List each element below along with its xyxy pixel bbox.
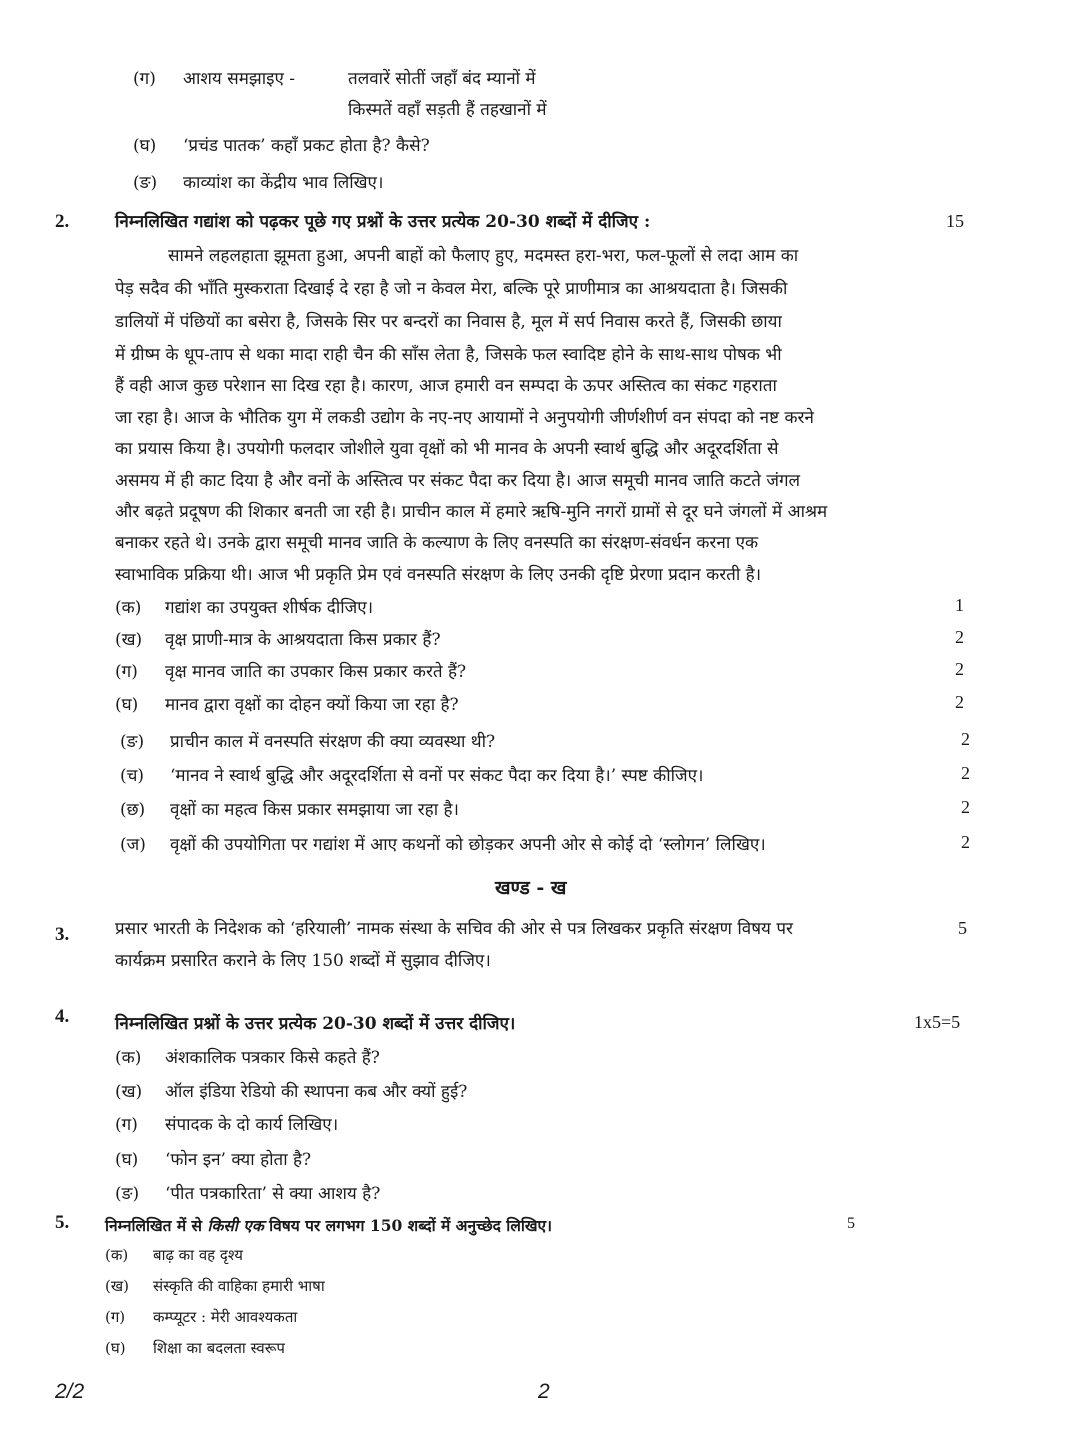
q3-number: 3. <box>55 924 70 945</box>
passage-line: बनाकर रहते थे। उनके द्वारा समूची मानव जाति के कल्याण के लिए वनस्पति का संरक्षण-संवर्धन करना एक <box>115 533 759 553</box>
q5-sub: (क) बाढ़ का वह दृश्य <box>105 1246 243 1264</box>
q4-sub: (ख) ऑल इंडिया रेडियो की स्थापना कब और क्यों हुई? <box>115 1082 468 1102</box>
q4-marks: 1x5=5 <box>914 1012 961 1032</box>
passage-line: में ग्रीष्म के धूप-ताप से थका मादा राही चैन की साँस लेता है, जिसके फल स्वादिष्ट होने के साथ-साथ पोषक भी <box>115 345 782 365</box>
q2-number: 2. <box>55 211 70 232</box>
q1-sub-ga-text: आशय समझाइए - <box>183 69 296 89</box>
section-heading: खण्ड - ख <box>495 877 567 899</box>
q5-sub: (घ) शिक्षा का बदलता स्वरूप <box>105 1339 285 1357</box>
q2-sub: (ग) वृक्ष मानव जाति का उपकार किस प्रकार करते हैं? <box>115 662 467 682</box>
q2-sub-marks: 2 <box>955 627 964 647</box>
q1-sub-ga <box>133 66 295 89</box>
q5-sub: (ख) संस्कृति की वाहिका हमारी भाषा <box>105 1277 325 1295</box>
page-number: 2 <box>538 1380 550 1403</box>
q2-sub-marks: 2 <box>961 832 970 852</box>
q2-heading: निम्नलिखित गद्यांश को पढ़कर पूछे गए प्रश्नों के उत्तर प्रत्येक 20-30 शब्दों में दीजिए : <box>115 212 651 232</box>
q2-sub: (च) ‘मानव ने स्वार्थ बुद्धि और अदूरदर्शिता से वनों पर संकट पैदा कर दिया है।’ स्पष्ट कीजिए। <box>120 766 704 786</box>
q2-sub: (ज) वृक्षों की उपयोगिता पर गद्यांश में आए कथनों को छोड़कर अपनी ओर से कोई दो ‘स्लोगन’ लिखिए। <box>120 835 766 855</box>
q3-line-1: प्रसार भारती के निदेशक को ‘हरियाली’ नामक संस्था के सचिव की ओर से पत्र लिखकर प्रकृति संरक्षण विषय पर <box>115 919 793 939</box>
q2-sub: (क) गद्यांश का उपयुक्त शीर्षक दीजिए। <box>115 598 374 618</box>
q4-sub: (ग) संपादक के दो कार्य लिखिए। <box>115 1115 339 1135</box>
q2-sub: (ख) वृक्ष प्राणी-मात्र के आश्रयदाता किस प्रकार हैं? <box>115 630 441 650</box>
q2-sub: (छ) वृक्षों का महत्व किस प्रकार समझाया जा रहा है। <box>120 800 459 820</box>
paper-code: 2/2 <box>55 1380 85 1403</box>
q1-sub-nga-text: काव्यांश का केंद्रीय भाव लिखिए। <box>183 173 384 193</box>
q2-sub: (घ) मानव द्वारा वृक्षों का दोहन क्यों किया जा रहा है? <box>115 695 459 715</box>
q5-sub: (ग) कम्प्यूटर : मेरी आवश्यकता <box>105 1308 298 1326</box>
q3-line-2: कार्यक्रम प्रसारित कराने के लिए 150 शब्दों में सुझाव दीजिए। <box>115 951 491 971</box>
q2-marks: 15 <box>946 211 964 231</box>
q2-sub-marks: 2 <box>961 729 970 749</box>
q5-marks: 5 <box>847 1215 855 1232</box>
q4-sub: (ङ) ‘पीत पत्रकारिता’ से क्या आशय है? <box>115 1184 381 1204</box>
q1-sub-nga <box>133 170 383 193</box>
q2-sub-marks: 2 <box>961 797 970 817</box>
q2-sub-marks: 2 <box>961 763 970 783</box>
q2-sub: (ङ) प्राचीन काल में वनस्पति संरक्षण की क्या व्यवस्था थी? <box>120 732 496 752</box>
passage-line: जा रहा है। आज के भौतिक युग में लकडी उद्योग के नए-नए आयामों ने अनुपयोगी जीर्णशीर्ण वन संपदा को नष्ट करने <box>115 408 814 428</box>
q5-heading-emphasis: किसी एक <box>207 1216 264 1235</box>
q2-sub-marks: 2 <box>955 659 964 679</box>
verse-line-2: किस्मतें वहाँ सड़ती हैं तहखानों में <box>348 100 547 120</box>
q1-sub-gha <box>133 133 430 156</box>
passage-line: डालियों में पंछियों का बसेरा है, जिसके सिर पर बन्दरों का निवास है, मूल में सर्प निवास करते हैं, जिसकी छाया <box>115 312 782 332</box>
passage-line: का प्रयास किया है। उपयोगी फलदार जोशीले युवा वृक्षों को भी मानव के अपनी स्वार्थ बुद्धि और अदूरदर्शिता से <box>115 439 779 459</box>
q4-sub: (क) अंशकालिक पत्रकार किसे कहते हैं? <box>115 1048 380 1068</box>
passage-line: सामने लहलहाता झूमता हुआ, अपनी बाहों को फैलाए हुए, मदमस्त हरा-भरा, फल-फूलों से लदा आम का <box>168 246 799 266</box>
passage-line: पेड़ सदैव की भाँति मुस्कराता दिखाई दे रहा है जो न केवल मेरा, बल्कि पूरे प्राणीमात्र का आश्रयदाता है। जिसकी <box>115 279 788 299</box>
q4-heading: निम्नलिखित प्रश्नों के उत्तर प्रत्येक 20-30 शब्दों में उत्तर दीजिए। <box>115 1014 516 1034</box>
passage-line: हैं वही आज कुछ परेशान सा दिख रहा है। कारण, आज हमारी वन सम्पदा के ऊपर अस्तित्व का संकट गहराता <box>115 376 777 396</box>
q1-sub-nga-label: (ङ) <box>133 173 158 193</box>
passage-line: असमय में ही काट दिया है और वनों के अस्तित्व पर संकट पैदा कर दिया है। आज समूची मानव जाति कटते जंगल <box>115 471 801 491</box>
passage-line: स्वाभाविक प्रक्रिया थी। आज भी प्रकृति प्रेम एवं वनस्पति संरक्षण के लिए उनकी दृष्टि प्रेरणा प्रदान करती है। <box>115 565 762 585</box>
passage-line: और बढ़ते प्रदूषण की शिकार बनती जा रही है। प्राचीन काल में हमारे ऋषि-मुनि नगरों ग्रामों से दूर घने जंगलों में आश्रम <box>115 502 828 522</box>
q3-marks: 5 <box>958 918 967 938</box>
q1-sub-ga-label: (ग) <box>133 69 156 89</box>
q2-sub-marks: 1 <box>955 595 964 615</box>
q5-number: 5. <box>55 1212 70 1233</box>
q1-sub-gha-text: ‘प्रचंड पातक’ कहाँ प्रकट होता है? कैसे? <box>183 136 430 156</box>
q1-sub-gha-label: (घ) <box>133 136 157 156</box>
verse-line-1: तलवारें सोतीं जहाँ बंद म्यानों में <box>348 69 536 89</box>
q5-heading: निम्नलिखित में से किसी एक विषय पर लगभग 150 शब्दों में अनुच्छेद लिखिए। <box>105 1216 552 1235</box>
q2-sub-marks: 2 <box>955 692 964 712</box>
q4-number: 4. <box>55 1006 70 1027</box>
q4-sub: (घ) ‘फोन इन’ क्या होता है? <box>115 1150 312 1170</box>
